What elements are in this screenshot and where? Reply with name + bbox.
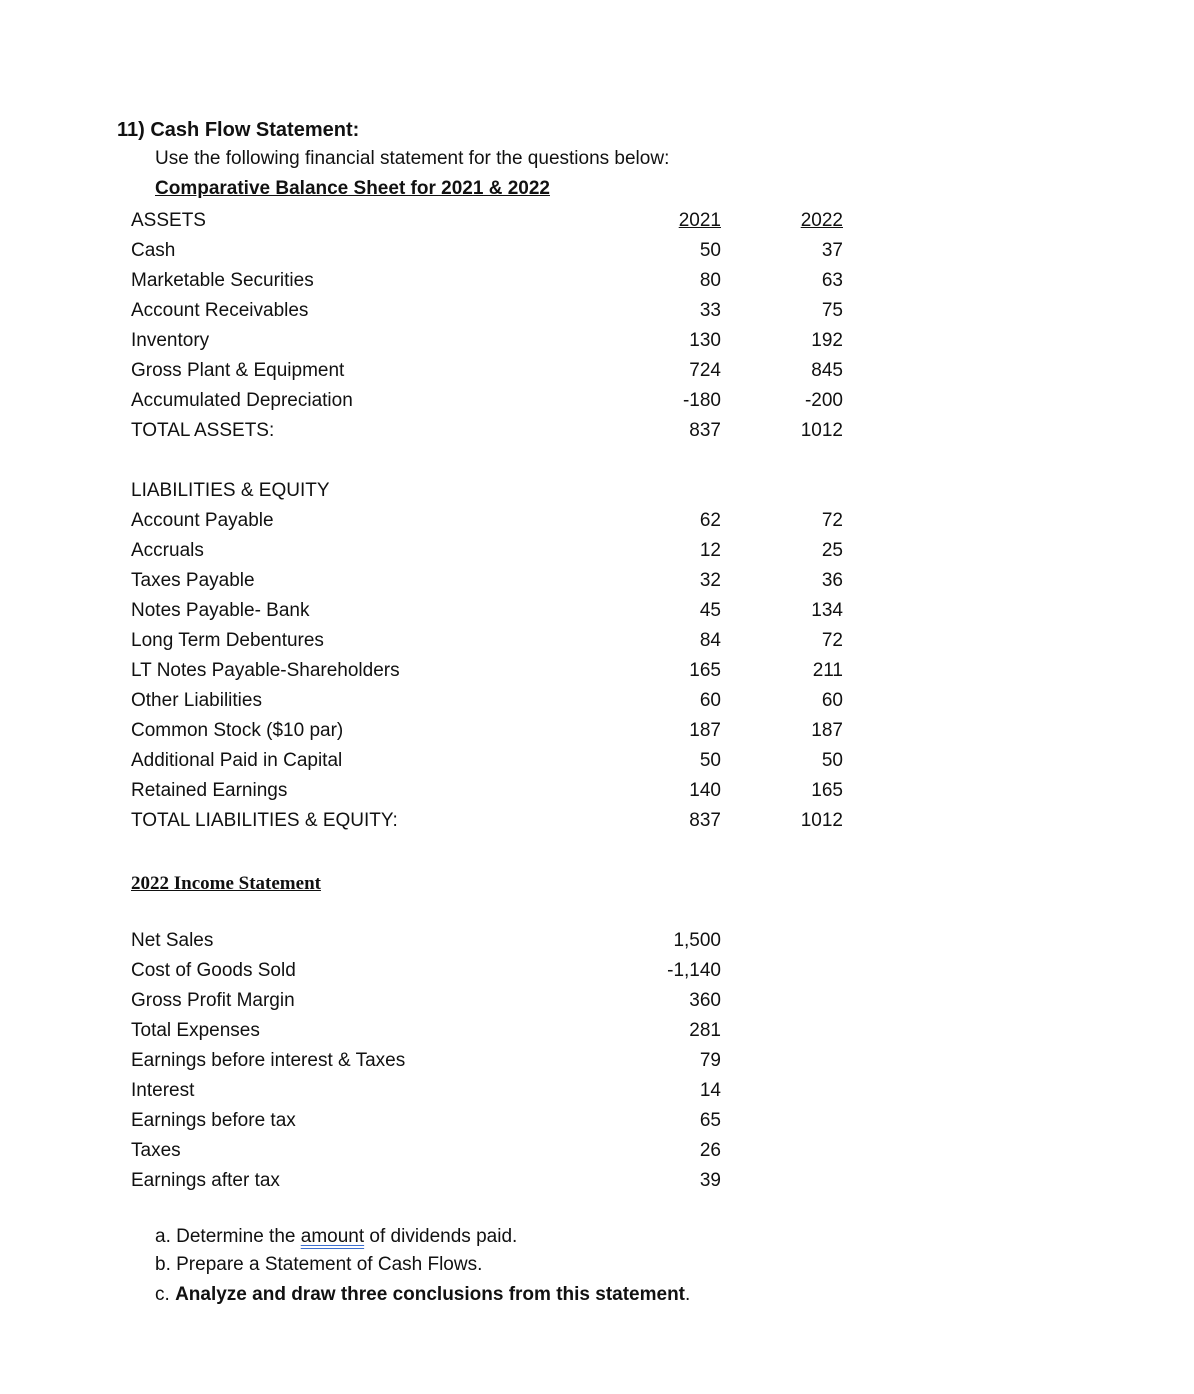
row-label: Marketable Securities xyxy=(131,270,314,291)
value-2022: 36 xyxy=(821,570,843,591)
column-header-2021: 2021 xyxy=(678,210,721,231)
value-2022: 187 xyxy=(811,720,843,741)
value-2021: 33 xyxy=(699,300,721,321)
assets-header: ASSETS xyxy=(131,210,206,231)
value-2022: 75 xyxy=(821,300,843,321)
question-a-suffix: of dividends paid. xyxy=(364,1226,518,1247)
row-label: Gross Profit Margin xyxy=(131,990,295,1011)
row-label: Taxes Payable xyxy=(131,570,255,591)
value-2022: 211 xyxy=(812,660,843,681)
value-2021: 837 xyxy=(689,420,721,441)
row-label: Earnings before interest & Taxes xyxy=(131,1050,406,1071)
value-2022: 845 xyxy=(811,360,843,381)
row-label: Other Liabilities xyxy=(131,690,262,711)
row-label: Cash xyxy=(131,240,176,261)
value-2021: 50 xyxy=(699,750,721,771)
value-2022: 1012 xyxy=(800,420,843,441)
income-statement-title: 2022 Income Statement xyxy=(131,873,321,894)
row-value: -1,140 xyxy=(667,960,721,981)
row-label: Inventory xyxy=(131,330,210,351)
value-2021: 60 xyxy=(699,690,721,711)
value-2022: 63 xyxy=(821,270,843,291)
value-2022: 134 xyxy=(811,600,843,621)
value-2021: 84 xyxy=(699,630,721,651)
question-a-keyword: amount xyxy=(300,1226,365,1247)
value-2022: 165 xyxy=(811,780,843,801)
row-value: 79 xyxy=(699,1050,721,1071)
row-value: 360 xyxy=(689,990,721,1011)
value-2021: 80 xyxy=(699,270,721,291)
row-label: Accruals xyxy=(131,540,204,561)
row-label: Cost of Goods Sold xyxy=(131,960,296,981)
value-2022: 192 xyxy=(811,330,843,351)
balance-sheet-title: Comparative Balance Sheet for 2021 & 2022 xyxy=(155,178,550,199)
row-label: Accumulated Depreciation xyxy=(131,390,353,411)
value-2021: 50 xyxy=(699,240,721,261)
row-label: Notes Payable- Bank xyxy=(131,600,310,621)
question-a xyxy=(155,1226,517,1248)
value-2021: -180 xyxy=(682,390,721,411)
liabilities-header: LIABILITIES & EQUITY xyxy=(131,480,330,501)
value-2022: -200 xyxy=(804,390,843,411)
row-value: 14 xyxy=(699,1080,721,1101)
row-value: 39 xyxy=(699,1170,721,1191)
value-2021: 12 xyxy=(699,540,721,561)
row-label: Earnings after tax xyxy=(131,1170,280,1191)
question-c xyxy=(155,1284,690,1306)
question-a-prefix: a. Determine the xyxy=(155,1226,301,1247)
value-2022: 37 xyxy=(821,240,843,261)
row-label: Common Stock ($10 par) xyxy=(131,720,344,741)
row-value: 1,500 xyxy=(673,930,721,951)
value-2022: 1012 xyxy=(800,810,843,831)
value-2022: 72 xyxy=(821,510,843,531)
value-2021: 837 xyxy=(689,810,721,831)
row-label: Net Sales xyxy=(131,930,214,951)
value-2021: 62 xyxy=(699,510,721,531)
row-value: 281 xyxy=(689,1020,721,1041)
row-label: Earnings before tax xyxy=(131,1110,296,1131)
row-label: Account Receivables xyxy=(131,300,309,321)
row-label: Gross Plant & Equipment xyxy=(131,360,345,381)
row-label: Retained Earnings xyxy=(131,780,288,801)
row-label: TOTAL LIABILITIES & EQUITY: xyxy=(131,810,398,831)
value-2021: 165 xyxy=(689,660,721,681)
row-value: 65 xyxy=(699,1110,721,1131)
row-label: Account Payable xyxy=(131,510,274,531)
row-label: TOTAL ASSETS: xyxy=(131,420,275,441)
value-2021: 45 xyxy=(699,600,721,621)
row-label: Interest xyxy=(131,1080,195,1101)
row-label: Long Term Debentures xyxy=(131,630,324,651)
value-2021: 32 xyxy=(699,570,721,591)
value-2022: 50 xyxy=(821,750,843,771)
value-2022: 25 xyxy=(821,540,843,561)
value-2021: 187 xyxy=(689,720,721,741)
column-header-2022: 2022 xyxy=(800,210,843,231)
value-2022: 60 xyxy=(821,690,843,711)
value-2021: 724 xyxy=(689,360,721,381)
section-heading: 11) Cash Flow Statement: xyxy=(117,119,360,141)
value-2021: 130 xyxy=(689,330,721,351)
value-2022: 72 xyxy=(821,630,843,651)
row-label: Taxes xyxy=(131,1140,181,1161)
row-value: 26 xyxy=(699,1140,721,1161)
question-c-prefix: c. xyxy=(155,1284,176,1305)
question-c-text: Analyze and draw three conclusions from this statement xyxy=(175,1284,686,1305)
question-b: b. Prepare a Statement of Cash Flows. xyxy=(155,1254,483,1275)
row-label: LT Notes Payable-Shareholders xyxy=(131,660,400,681)
row-label: Additional Paid in Capital xyxy=(131,750,343,771)
intro-text: Use the following financial statement for the questions below: xyxy=(155,148,670,169)
row-label: Total Expenses xyxy=(131,1020,260,1041)
value-2021: 140 xyxy=(689,780,721,801)
question-c-suffix: . xyxy=(685,1284,691,1305)
